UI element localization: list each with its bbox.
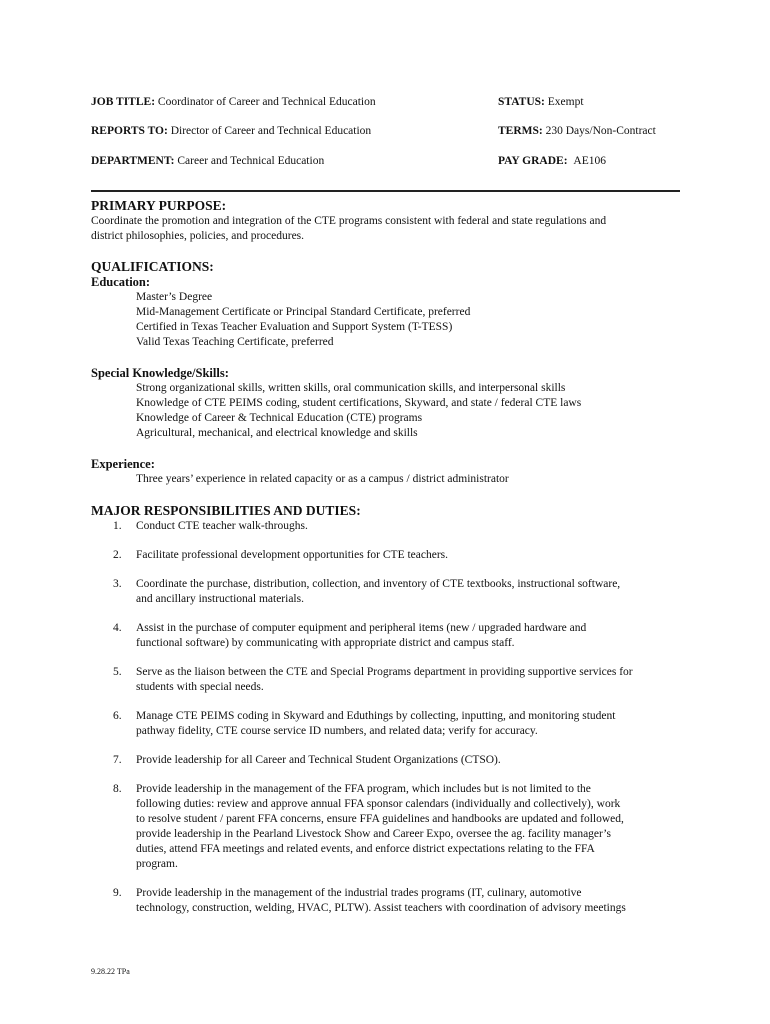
pay-grade-label: PAY GRADE: [498,155,568,167]
duty-line: Assist in the purchase of computer equipment and peripheral items (new / upgraded hardware and [136,622,587,634]
experience-list [91,472,691,487]
duty-line: Provide leadership for all Career and Technical Student Organizations (CTSO). [136,754,501,766]
duty-line: technology, construction, welding, HVAC, PLTW). Assist teachers with coordination of advisory meetings [136,902,626,914]
skills-list [91,381,691,441]
education-item: Master’s Degree [136,291,213,303]
duty-text [136,886,684,916]
duty-text [136,621,684,651]
duty-line: pathway fidelity, CTE course service ID numbers, and related data; verify for accuracy. [136,725,538,737]
duty-line: Serve as the liaison between the CTE and Special Programs department in providing supportive services for [136,666,633,678]
department-row [91,154,324,168]
primary-purpose-section [91,198,691,244]
duty-line: following duties: review and approve annual FFA sponsor calendars (individually and collectively), work [136,798,621,810]
experience-section [91,457,691,487]
education-list [91,290,691,350]
duty-text [136,753,684,768]
experience-item: Three years’ experience in related capacity or as a campus / district administrator [136,473,509,485]
terms-row [498,124,656,138]
duty-text [136,782,684,872]
duty-number: 8. [113,783,122,795]
education-item: Mid-Management Certificate or Principal Standard Certificate, preferred [136,306,471,318]
duties-heading: MAJOR RESPONSIBILITIES AND DUTIES: [91,503,361,518]
duties-section [91,503,731,930]
duty-line: Provide leadership in the management of the FFA program, which includes but is not limited to the [136,783,591,795]
duty-line: Facilitate professional development opportunities for CTE teachers. [136,549,449,561]
duty-line: Provide leadership in the management of the industrial trades programs (IT, culinary, automotive [136,887,582,899]
reports-to-row [91,124,371,138]
duty-line: provide leadership in the Pearland Livestock Show and Career Expo, oversee the ag. facility manager’s [136,828,611,840]
duty-number: 6. [113,710,122,722]
duty-line: program. [136,858,178,870]
duty-number: 5. [113,666,122,678]
duty-line: Conduct CTE teacher walk-throughs. [136,520,308,532]
reports-to-label: REPORTS TO: [91,125,168,137]
duty-item [91,548,731,563]
duty-number: 4. [113,622,122,634]
duty-text [136,577,684,607]
status-value: Exempt [547,96,584,108]
skills-section [91,366,691,441]
duty-number: 1. [113,520,122,532]
duties-list [91,519,731,916]
job-title-row [91,95,376,109]
primary-purpose-line-1: Coordinate the promotion and integration of the CTE programs consistent with federal and state regulations and [91,215,607,227]
duty-item [91,886,731,916]
department-label: DEPARTMENT: [91,155,175,167]
experience-heading: Experience: [91,457,155,471]
skills-item: Strong organizational skills, written skills, oral communication skills, and interpersonal skills [136,382,566,394]
duty-item [91,577,731,607]
duty-line: and ancillary instructional materials. [136,593,304,605]
duty-number: 9. [113,887,122,899]
footer-revision: 9.28.22 TPa [91,967,130,976]
skills-item: Agricultural, mechanical, and electrical knowledge and skills [136,427,418,439]
terms-value: 230 Days/Non-Contract [545,125,656,137]
duty-item [91,519,731,534]
reports-to-value: Director of Career and Technical Education [170,125,372,137]
duty-item [91,621,731,651]
duty-line: Coordinate the purchase, distribution, collection, and inventory of CTE textbooks, instructional software, [136,578,621,590]
education-item: Certified in Texas Teacher Evaluation and Support System (T-TESS) [136,321,453,333]
duty-line: to resolve student / parent FFA concerns, ensure FFA guidelines and handbooks are updated and followed, [136,813,624,825]
duty-number: 2. [113,549,122,561]
skills-item: Knowledge of Career & Technical Education (CTE) programs [136,412,423,424]
duty-item [91,782,731,872]
duty-line: Manage CTE PEIMS coding in Skyward and Eduthings by collecting, inputting, and monitoring student [136,710,616,722]
status-row [498,95,584,109]
duty-text [136,548,684,563]
duty-item [91,665,731,695]
duty-text [136,519,684,534]
duty-line: functional software) by communicating with appropriate district and campus staff. [136,637,515,649]
skills-item: Knowledge of CTE PEIMS coding, student certifications, Skyward, and state / federal CTE laws [136,397,582,409]
duty-number: 7. [113,754,122,766]
qualifications-section [91,259,691,350]
status-label: STATUS: [498,96,545,108]
skills-heading: Special Knowledge/Skills: [91,366,229,380]
duty-text [136,665,684,695]
duty-text [136,709,684,739]
duty-line: students with special needs. [136,681,264,693]
primary-purpose-line-2: district philosophies, policies, and procedures. [91,230,305,242]
pay-grade-row [498,154,606,168]
duty-number: 3. [113,578,122,590]
primary-purpose-heading: PRIMARY PURPOSE: [91,198,227,213]
job-title-label: JOB TITLE: [91,96,156,108]
header-divider [91,190,680,192]
department-value: Career and Technical Education [177,155,325,167]
job-title-value: Coordinator of Career and Technical Education [157,96,376,108]
duty-line: duties, attend FFA meetings and related events, and enforce district expectations relating to the FFA [136,843,595,855]
education-heading: Education: [91,275,151,289]
terms-label: TERMS: [498,125,543,137]
duty-item [91,709,731,739]
qualifications-heading: QUALIFICATIONS: [91,259,214,274]
duty-item [91,753,731,768]
education-item: Valid Texas Teaching Certificate, preferred [136,336,334,348]
pay-grade-value: AE106 [573,155,607,167]
